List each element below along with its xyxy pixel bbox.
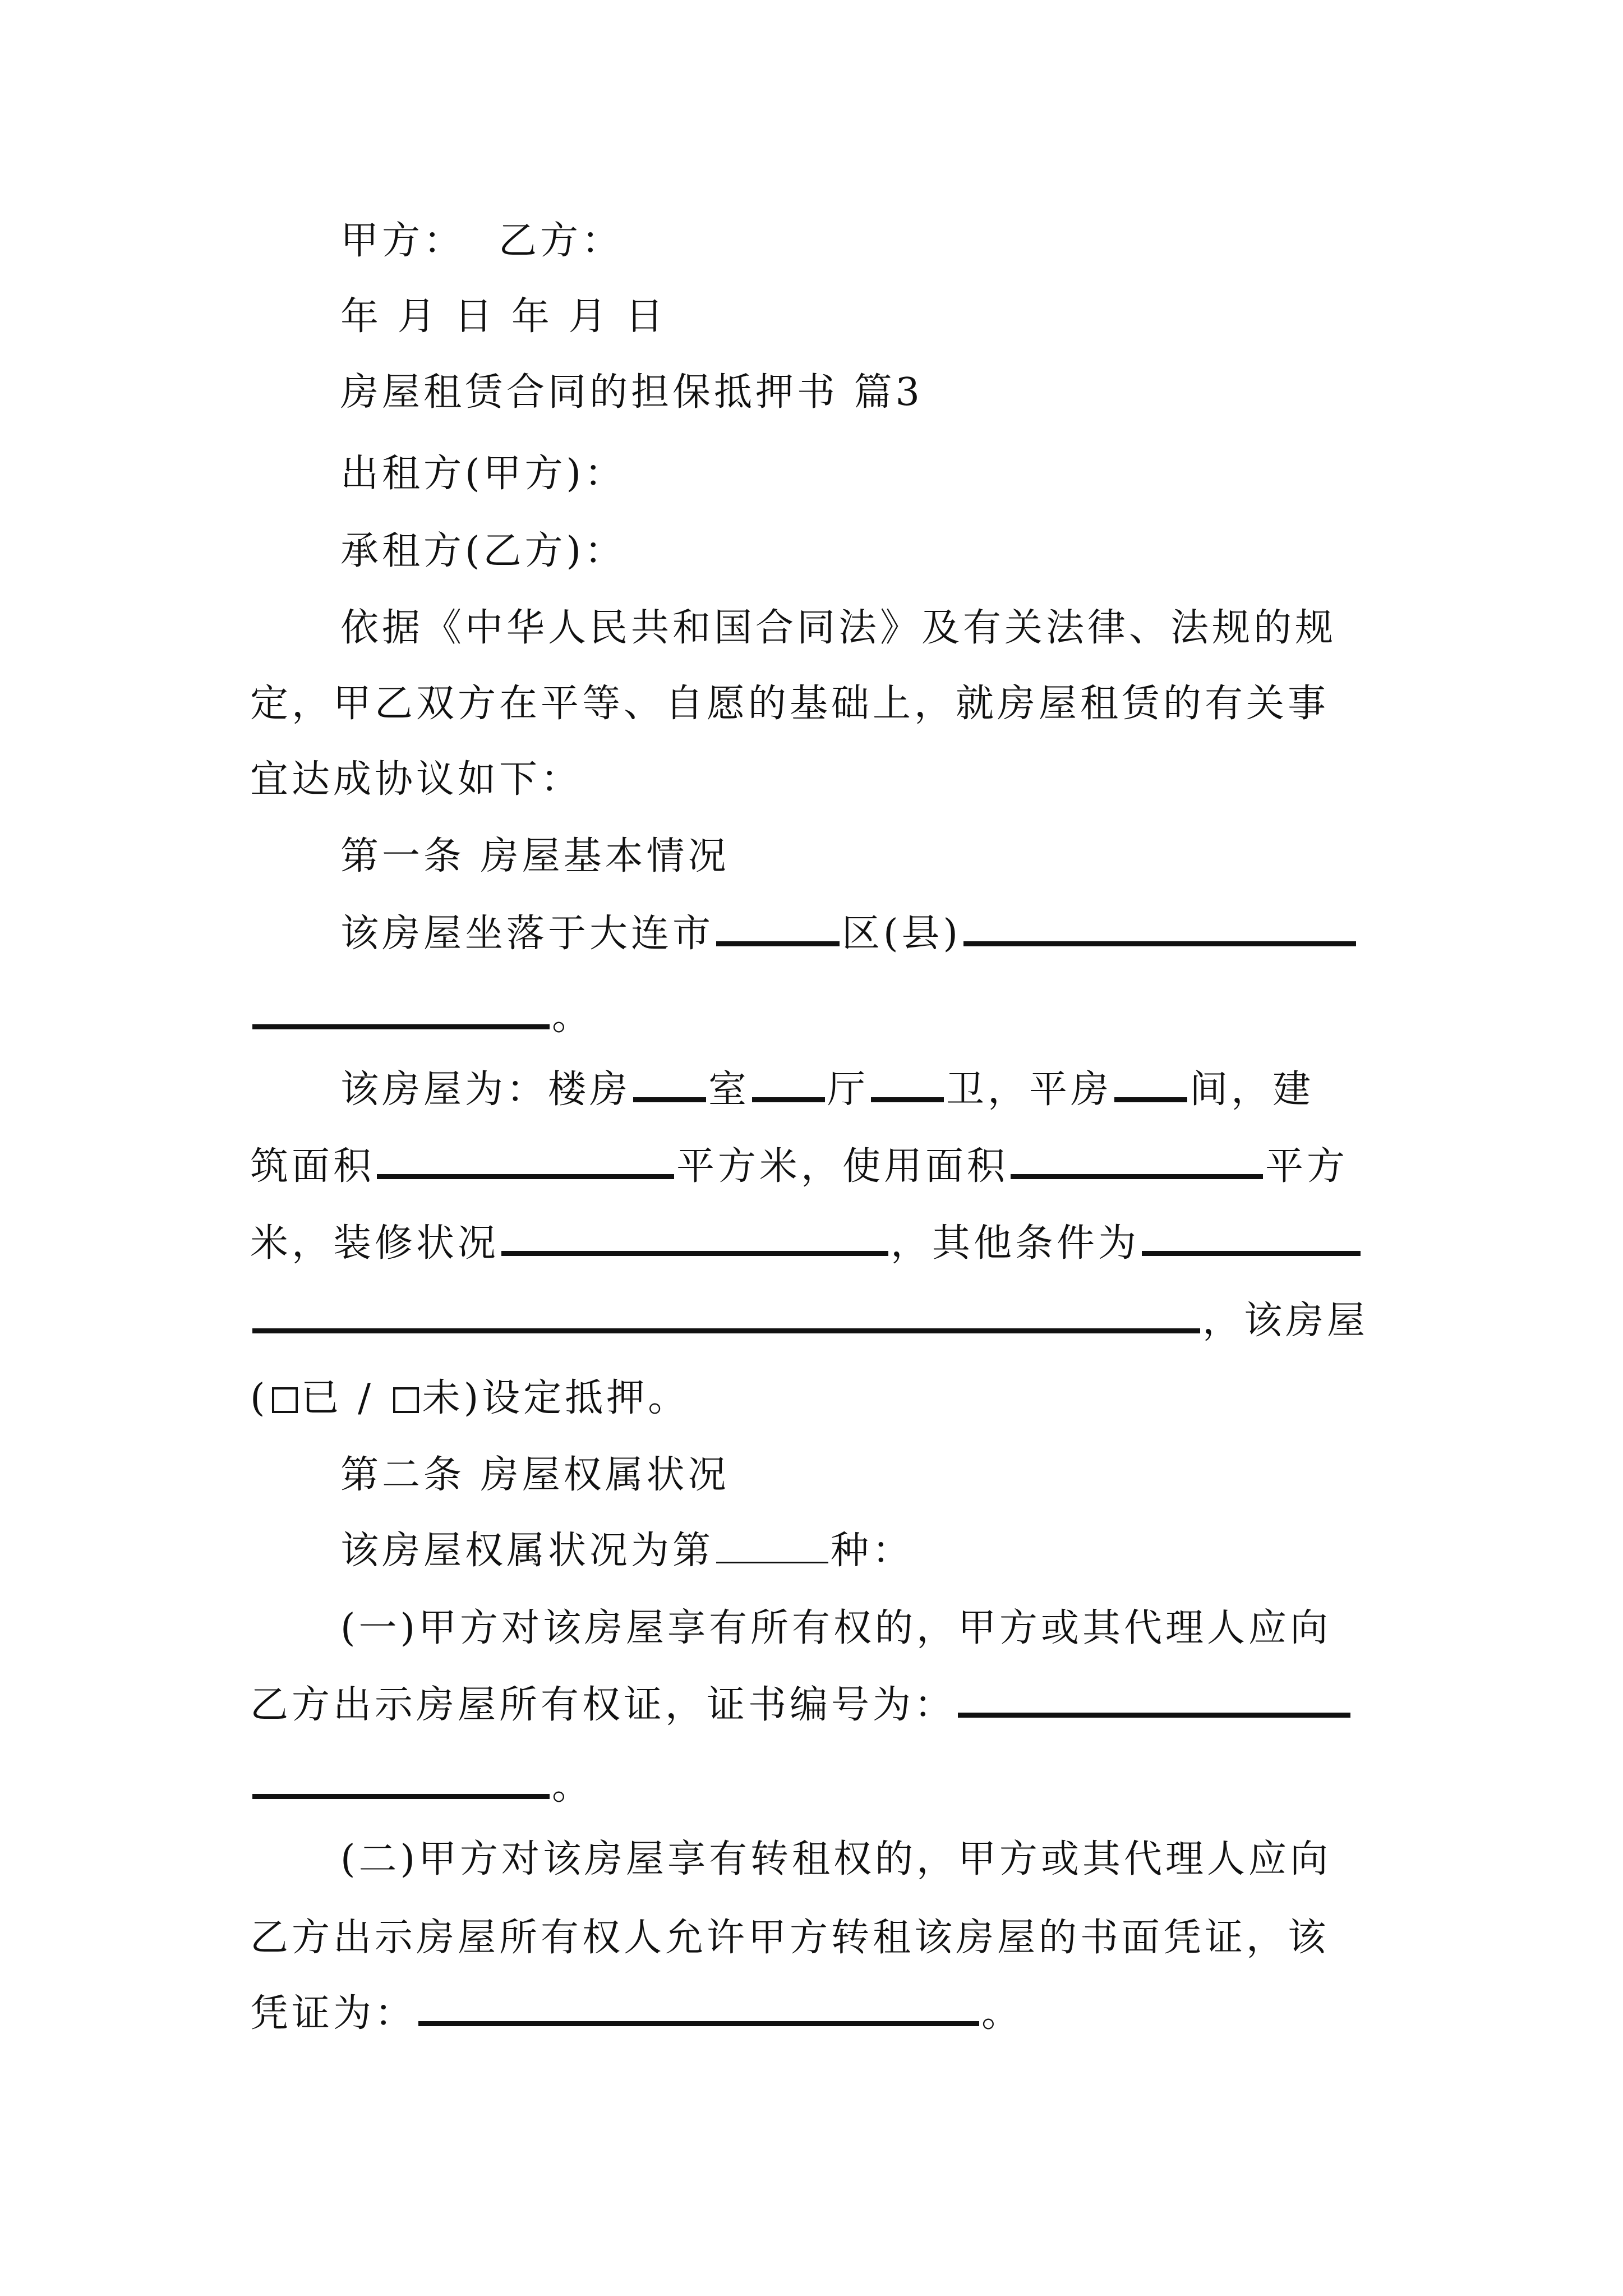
paragraph-line xyxy=(0,1373,1623,1424)
blank-underline xyxy=(1114,1069,1187,1102)
paragraph-text: (一)甲方对该房屋享有所有权的，甲方或其代理人应向 xyxy=(340,1606,1332,1650)
party-a-label: 甲方： xyxy=(340,219,465,263)
paragraph-text: 未)设定抵押。 xyxy=(422,1376,690,1420)
paragraph-line xyxy=(0,1296,1623,1346)
paragraph-text: 已 / xyxy=(301,1376,390,1420)
paragraph-line xyxy=(0,909,1623,959)
lessee-label: 承租方(乙方)： xyxy=(340,529,626,573)
section-title-text: 房屋租赁合同的担保抵押书 xyxy=(340,370,839,415)
paragraph-line xyxy=(0,1142,1623,1192)
paragraph-text: 。 xyxy=(552,1764,594,1809)
paragraph-text: 该房屋权属状况为第 xyxy=(340,1529,714,1573)
checkbox-icon[interactable] xyxy=(393,1387,419,1413)
date-line xyxy=(0,292,1623,342)
blank-underline xyxy=(716,1534,828,1563)
article-heading-text: 第一条 房屋基本情况 xyxy=(340,834,730,878)
blank-underline xyxy=(418,1993,979,2026)
article-heading xyxy=(0,1450,1623,1501)
blank-underline xyxy=(716,913,840,946)
paragraph-text: 乙方出示房屋所有权证，证书编号为： xyxy=(250,1683,956,1727)
paragraph-text: 平方米，使用面积 xyxy=(676,1144,1009,1189)
paragraph-line xyxy=(0,603,1623,654)
blank-underline xyxy=(252,996,550,1029)
article-heading xyxy=(0,831,1623,882)
date-text: 年 月 日 年 月 日 xyxy=(340,295,667,339)
paragraph-text: 筑面积 xyxy=(250,1144,375,1189)
paragraph-text: 凭证为： xyxy=(250,1991,417,2036)
paragraph-line xyxy=(0,1680,1623,1731)
paragraph-text: ，该房屋 xyxy=(1202,1299,1369,1343)
party-b-label: 乙方： xyxy=(499,219,624,263)
blank-underline xyxy=(252,1300,1200,1333)
paragraph-line xyxy=(0,1834,1623,1885)
checkbox-icon[interactable] xyxy=(272,1387,298,1413)
blank-underline xyxy=(377,1146,674,1179)
blank-underline xyxy=(963,913,1356,946)
paragraph-line xyxy=(0,1218,1623,1269)
lessor-label: 出租方(甲方)： xyxy=(340,452,626,496)
blank-underline xyxy=(958,1685,1350,1718)
paragraph-text: 宜达成协议如下： xyxy=(250,757,583,802)
paragraph-text: 。 xyxy=(981,1991,1023,2036)
paragraph-line xyxy=(0,1603,1623,1654)
paragraph-line xyxy=(0,754,1623,805)
paragraph-text: 乙方出示房屋所有权人允许甲方转租该房屋的书面凭证，该 xyxy=(250,1916,1330,1960)
paragraph-text: 该房屋坐落于大连市 xyxy=(340,912,714,956)
blank-underline xyxy=(633,1069,706,1102)
paragraph-text: 定，甲乙双方在平等、自愿的基础上，就房屋租赁的有关事 xyxy=(250,682,1330,726)
paragraph-line xyxy=(0,679,1623,729)
paragraph-text: 依据《中华人民共和国合同法》及有关法律、法规的规 xyxy=(340,606,1337,650)
paragraph-text: 。 xyxy=(552,995,594,1039)
paragraph-text: 室 xyxy=(708,1068,750,1112)
blank-underline xyxy=(1011,1146,1263,1179)
paragraph-text: ，其他条件为 xyxy=(891,1221,1140,1266)
paragraph-line xyxy=(0,1989,1623,2039)
paragraph-text: 区(县) xyxy=(842,912,962,956)
paragraph-line xyxy=(0,1065,1623,1115)
paragraph-text: 间，建 xyxy=(1189,1068,1315,1112)
section-title xyxy=(0,367,1623,418)
blank-underline xyxy=(501,1223,888,1256)
signature-line xyxy=(0,216,1623,266)
blank-underline xyxy=(1142,1223,1361,1256)
blank-underline xyxy=(871,1069,944,1102)
paragraph-text: (二)甲方对该房屋享有转租权的，甲方或其代理人应向 xyxy=(340,1837,1332,1881)
paragraph-text: ( xyxy=(250,1376,269,1420)
paragraph-text: 米，装修状况 xyxy=(250,1221,500,1266)
paragraph-line xyxy=(0,1526,1623,1576)
blank-underline xyxy=(752,1069,825,1102)
paragraph-line xyxy=(0,992,1623,1042)
blank-underline xyxy=(252,1766,550,1799)
lessee-line xyxy=(0,526,1623,577)
paragraph-text: 平方 xyxy=(1265,1144,1349,1189)
lessor-line xyxy=(0,449,1623,499)
paragraph-line xyxy=(0,1913,1623,1963)
paragraph-text: 卫，平房 xyxy=(946,1068,1113,1112)
paragraph-text: 厅 xyxy=(827,1068,869,1112)
article-heading-text: 第二条 房屋权属状况 xyxy=(340,1453,730,1497)
paragraph-text: 种： xyxy=(831,1529,914,1573)
paragraph-line xyxy=(0,1761,1623,1812)
section-part-label: 篇3 xyxy=(854,370,923,415)
paragraph-text: 该房屋为：楼房 xyxy=(340,1068,631,1112)
